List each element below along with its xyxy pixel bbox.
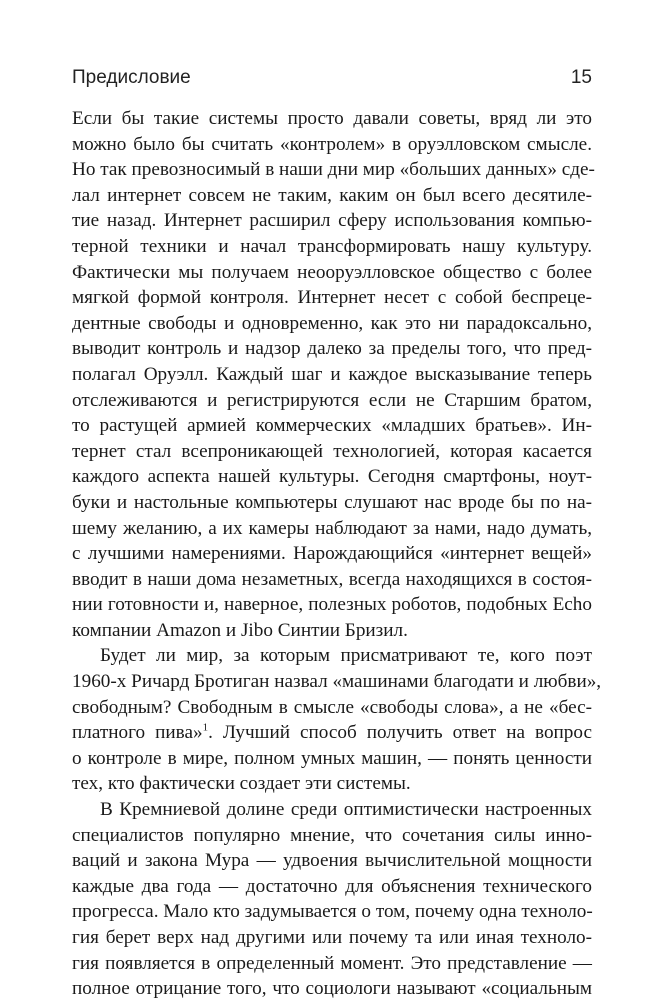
text-line: гия появляется в определенный момент. Это представление — [72,952,592,974]
text-line: Если бы такие системы просто давали советы, вряд ли это [72,108,592,129]
text-line: терной техники и начал трансформировать нашу культуру. [72,235,592,257]
text-line: тие назад. Интернет расширил сферу использования компью- [72,210,592,232]
text-line: то растущей армией коммерческих «младших братьев». Ин- [72,415,592,437]
body-text [72,106,602,1002]
text-line: полагал Оруэлл. Каждый шаг и каждое высказывание теперь [72,363,592,385]
text-line: Фактически мы получаем неооруэлловское общество с более [72,261,592,283]
page-number: 15 [570,67,592,88]
text-line: ваций и закона Мура — удвоения вычислительной мощности [72,850,592,872]
text-fragment: . Лучший способ получить ответ на вопрос [208,722,592,744]
paragraph [72,106,595,643]
text-line: лал интернет совсем не таким, каким он был всего десятиле- [72,184,592,206]
text-line: свободным? Свободным в смысле «свободы слова», а не «бес- [72,696,592,718]
text-line: шему желанию, а их камеры наблюдают за нами, надо думать, [72,517,592,539]
text-line: вводит в наши дома незаметных, всегда находящихся в состоя- [72,568,592,590]
running-head: Предисловие [72,67,191,88]
text-line: каждые два года — достаточно для объяснения технического [72,875,592,897]
text-fragment: платного пива» [72,722,203,744]
text-line: полное отрицание того, что социологи называют «социальным [72,978,592,1000]
text-line: В Кремниевой долине среди оптимистически настроенных [100,799,592,821]
text-line: 1960-х Ричард Бротиган назвал «машинами благодати и любви», [72,671,602,693]
page-header [72,67,592,93]
text-line: буки и настольные компьютеры слушают нас вроде бы по на- [72,491,592,513]
text-line: каждого аспекта нашей культуры. Сегодня смартфоны, ноут- [72,466,592,488]
text-line: можно было бы считать «контролем» в оруэлловском смысле. [72,133,592,155]
text-line-with-footnote [72,720,592,746]
text-line: компании Amazon и Jibo Синтии Бризил. [72,619,408,641]
text-line: Будет ли мир, за которым присматривают те, кого поэт [100,645,592,667]
paragraph [72,797,592,1002]
text-line: выводит контроль и надзор далеко за пределы того, что пред- [72,338,592,360]
text-line: с лучшими намерениями. Нарождающийся «интернет вещей» [72,543,592,565]
footnote-mark[interactable]: 1 [202,721,209,734]
text-line: нии готовности и, наверное, полезных роботов, подобных Echo [72,594,592,616]
text-line: Но так превозносимый в наши дни мир «больших данных» сде- [72,159,595,181]
text-line: гия берет верх над другими или почему та или иная техноло- [72,927,592,948]
text-line: мягкой формой контроля. Интернет несет с собой беспреце- [72,287,592,309]
text-line: о контроле в мире, полном умных машин, — понять ценности [72,747,592,769]
text-line: отслеживаются и регистрируются если не Старшим братом, [72,389,592,411]
text-line: дентные свободы и одновременно, как это ни парадоксально, [72,312,592,334]
text-line: тернет стал всепроникающей технологией, которая касается [72,440,592,462]
text-line: прогресса. Мало кто задумывается о том, почему одна техноло- [72,901,593,923]
text-line: тех, кто фактически создает эти системы. [72,773,411,795]
paragraph [72,643,602,797]
text-line: специалистов популярно мнение, что сочетания силы инно- [72,824,592,846]
